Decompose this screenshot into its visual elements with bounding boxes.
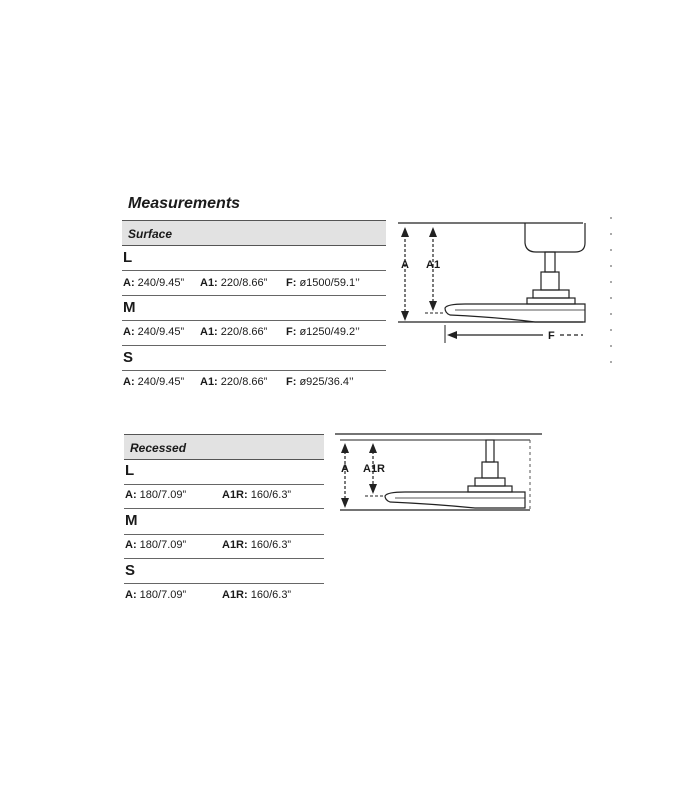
a1-value: 220/8.66” (220, 277, 268, 289)
surface-heading-label: Surface (128, 227, 173, 241)
surface-size-l: L (123, 249, 133, 266)
a1r-value: 160/6.3” (250, 489, 292, 501)
f-value: ø1500/59.1’’ (299, 277, 360, 289)
surface-size-s: S (123, 349, 134, 366)
recessed-heading (124, 434, 324, 460)
a-key: A: (123, 277, 135, 289)
divider (124, 508, 324, 509)
surface-label-a1: A1 (426, 259, 441, 271)
a-key: A: (125, 539, 137, 551)
a-value: 180/7.09” (139, 489, 187, 501)
divider (122, 370, 386, 371)
a-value: 240/9.45” (137, 326, 185, 338)
f-key: F: (286, 277, 297, 289)
surface-size-m: M (123, 299, 136, 316)
surface-label-f: F (548, 330, 555, 342)
divider (122, 345, 386, 346)
a-value: 180/7.09” (139, 539, 187, 551)
recessed-size-l: L (125, 462, 135, 479)
f-value: ø1250/49.2’’ (299, 326, 360, 338)
a-key: A: (125, 489, 137, 501)
a-value: 240/9.45” (137, 376, 185, 388)
a1r-value: 160/6.3” (250, 539, 292, 551)
a1r-value: 160/6.3” (250, 589, 292, 601)
divider (122, 295, 386, 296)
a1-key: A1: (200, 326, 218, 338)
a-value: 240/9.45” (137, 277, 185, 289)
surface-fan-diagram (395, 215, 620, 375)
divider (124, 558, 324, 559)
recessed-fan-diagram (335, 428, 545, 518)
recessed-size-m: M (125, 512, 138, 529)
divider (122, 270, 386, 271)
a-key: A: (123, 326, 135, 338)
divider (122, 320, 386, 321)
a-key: A: (123, 376, 135, 388)
a1-key: A1: (200, 376, 218, 388)
a1r-key: A1R: (222, 589, 248, 601)
f-key: F: (286, 326, 297, 338)
recessed-size-s: S (125, 562, 136, 579)
recessed-heading-label: Recessed (130, 441, 187, 455)
a-value: 180/7.09” (139, 589, 187, 601)
f-value: ø925/36.4’’ (299, 376, 354, 388)
divider (124, 583, 324, 584)
a-key: A: (125, 589, 137, 601)
a1r-key: A1R: (222, 489, 248, 501)
a1-value: 220/8.66” (220, 326, 268, 338)
surface-heading (122, 220, 386, 246)
recessed-label-a: A (341, 463, 349, 475)
divider (124, 484, 324, 485)
a1r-key: A1R: (222, 539, 248, 551)
a1-key: A1: (200, 277, 218, 289)
divider (124, 534, 324, 535)
surface-label-a: A (401, 259, 409, 271)
a1-value: 220/8.66” (220, 376, 268, 388)
recessed-label-a1r: A1R (363, 463, 386, 475)
page-title: Measurements (128, 195, 241, 212)
f-key: F: (286, 376, 297, 388)
